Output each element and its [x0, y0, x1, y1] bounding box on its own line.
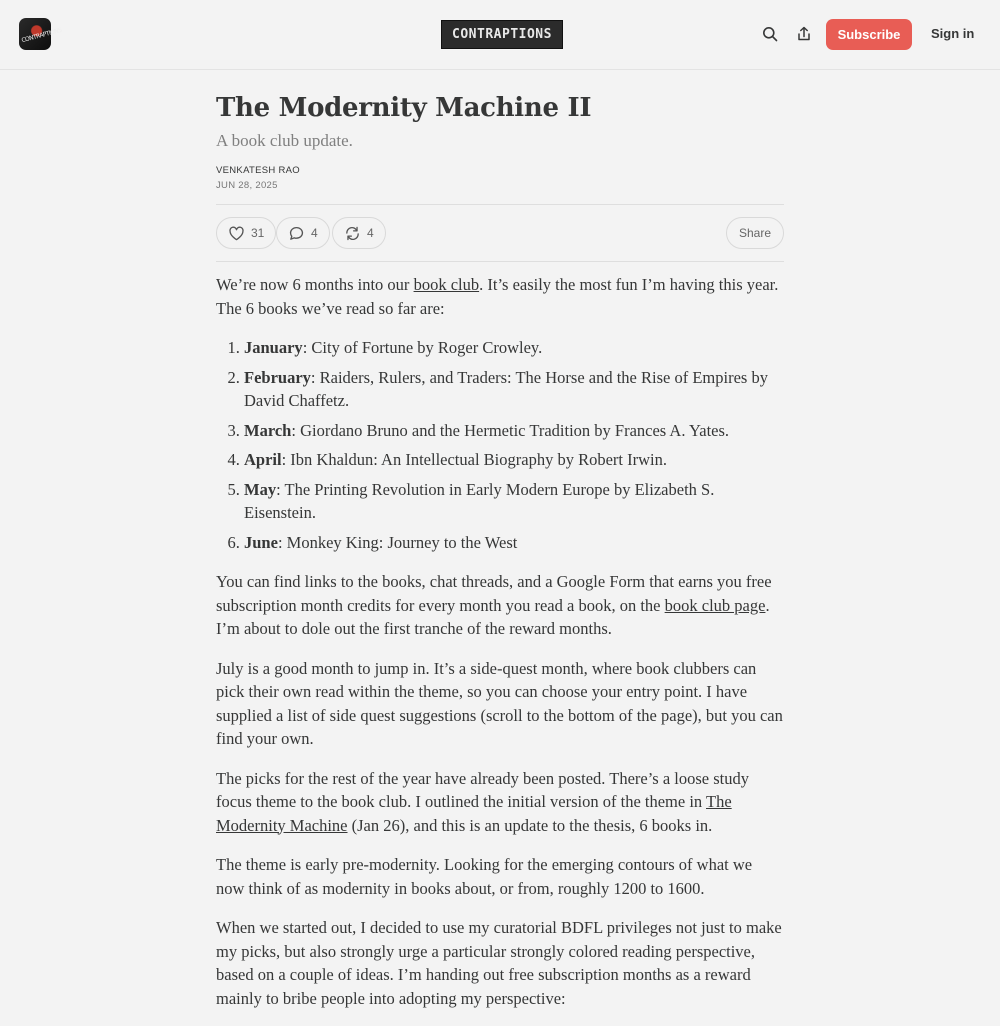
- publication-logo[interactable]: CONTRAPTIONS: [441, 20, 563, 49]
- post-action-bar: [216, 204, 784, 262]
- comment-button[interactable]: [276, 217, 330, 249]
- search-icon[interactable]: [760, 24, 780, 44]
- modernity-machine-link[interactable]: The Modernity Machine: [216, 792, 732, 835]
- sign-in-link[interactable]: Sign in: [931, 26, 975, 41]
- paragraph-intro: We’re now 6 months into our book club. It’s easily the most fun I’m having this year. The 6 books we’ve read so far are:: [216, 275, 779, 318]
- paragraph-theme: The theme is early pre-modernity. Looking for the emerging contours of what we now think of as modernity in books about, or from, roughly 1200 to 1600.: [216, 855, 753, 898]
- heart-icon: [228, 225, 245, 242]
- list-item: 6. June: Monkey King: Journey to the West: [244, 531, 784, 555]
- post-content: [216, 91, 784, 1026]
- comment-count: 4: [311, 226, 318, 240]
- restack-button[interactable]: [332, 217, 386, 249]
- paragraph-july: July is a good month to jump in. It’s a side-quest month, where book clubbers can pick their own read within the theme, so you can choose your entry point. I have supplied a list of side quest suggestions (scroll to the bottom of the page), but you can find your own.: [216, 658, 783, 748]
- subscribe-button[interactable]: Subscribe: [826, 19, 912, 50]
- list-item: 2. February: Raiders, Rulers, and Traders: The Horse and the Rise of Empires by David Chaffetz.: [244, 366, 784, 413]
- paragraph-perspective: When we started out, I decided to use my curatorial BDFL privileges not just to make my picks, but also strongly urge a particular strongly colored reading perspective, based on a couple of ideas. I’m handing out free subscription months as a reward mainly to bribe people into adopting my perspective:: [216, 918, 782, 1008]
- post-body: [216, 273, 784, 1010]
- list-item: 5. May: The Printing Revolution in Early Modern Europe by Elizabeth S. Eisenstein.: [244, 478, 784, 525]
- share-button[interactable]: [726, 217, 784, 249]
- publication-icon[interactable]: CONTRAPTIONS: [19, 18, 51, 50]
- book-club-page-link[interactable]: book club page: [664, 595, 766, 615]
- book-club-link[interactable]: book club: [413, 275, 480, 294]
- restack-count: 4: [367, 226, 374, 240]
- book-list: [216, 336, 784, 554]
- share-upload-icon[interactable]: [794, 24, 814, 44]
- like-button[interactable]: [216, 217, 276, 249]
- restack-icon: [344, 225, 361, 242]
- paragraph-picks: The picks for the rest of the year have already been posted. There’s a loose study focus theme to the book club. I outlined the initial version of the theme in The Modernity Machine (Jan 26), and this is an update to the thesis, 6 books in.: [216, 768, 750, 835]
- list-item: 1. January: City of Fortune by Roger Crowley.: [244, 336, 784, 360]
- comment-icon: [288, 225, 305, 242]
- paragraph-links: You can find links to the books, chat threads, and a Google Form that earns you free subscription month credits for every month you read a book, on the book club page. I’m about to dole out the first tranche of the reward months.: [216, 572, 772, 638]
- author-name[interactable]: VENKATESH RAO: [216, 165, 300, 176]
- list-item: 4. April: Ibn Khaldun: An Intellectual Biography by Robert Irwin.: [244, 448, 784, 472]
- list-item: 3. March: Giordano Bruno and the Hermetic Tradition by Frances A. Yates.: [244, 419, 784, 443]
- top-navigation-bar: [0, 0, 1000, 70]
- post-subtitle: A book club update.: [216, 131, 353, 150]
- like-count: 31: [251, 226, 265, 240]
- share-label: Share: [738, 226, 771, 240]
- post-title: The Modernity Machine II: [216, 93, 592, 123]
- post-date: JUN 28, 2025: [216, 180, 278, 191]
